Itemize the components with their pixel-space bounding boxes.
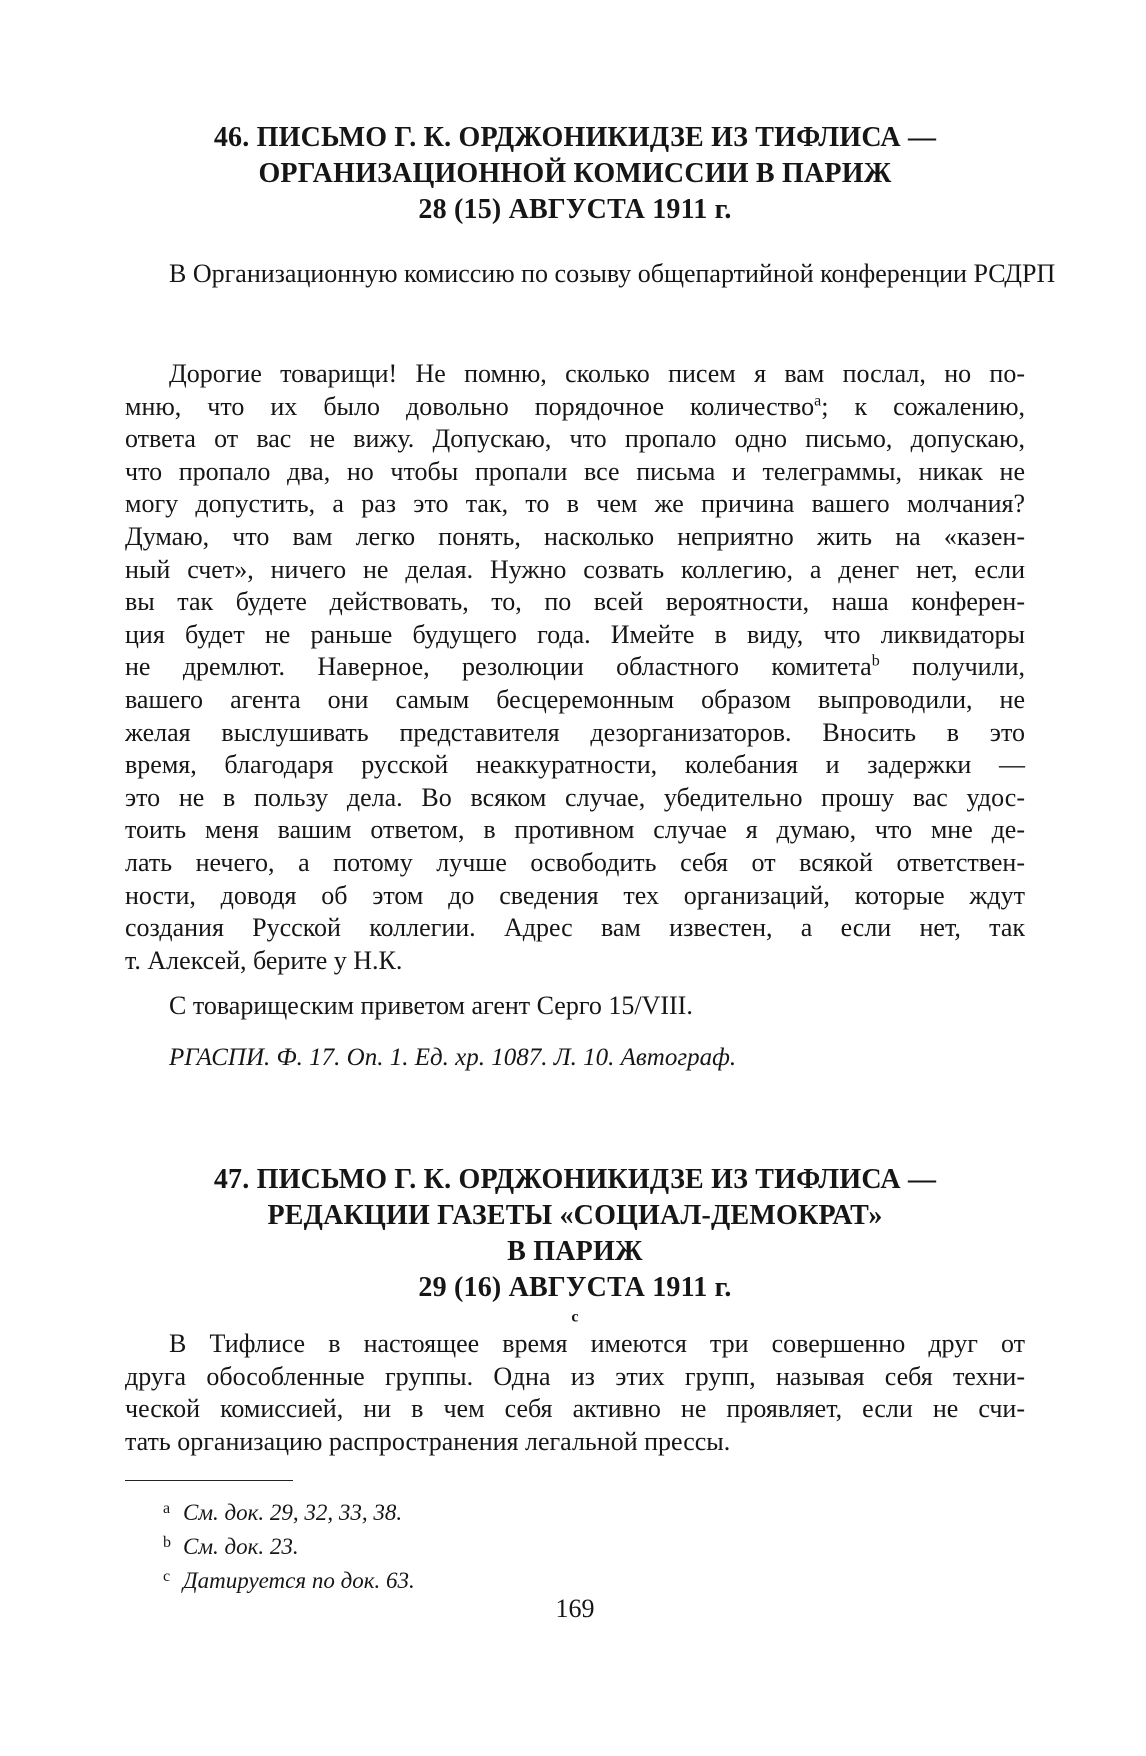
signature-line: С товарищеским приветом агент Серго 15/VIII. xyxy=(169,991,693,1020)
footnote-ref-a: a xyxy=(814,391,822,409)
heading-line: В ПАРИЖ xyxy=(507,1236,643,1267)
footnote-text: См. док. 23. xyxy=(183,1534,299,1559)
footnote-item xyxy=(163,1562,415,1596)
footnote-item xyxy=(163,1494,415,1528)
footnote-divider xyxy=(125,1480,293,1481)
document-page xyxy=(125,0,1056,1756)
footnote-mark: a xyxy=(163,1500,171,1517)
heading-line: 28 (15) АВГУСТА 1911 г. xyxy=(418,194,732,225)
heading-line: 47. ПИСЬМО Г. К. ОРДЖОНИКИДЗЕ ИЗ ТИФЛИСА — xyxy=(213,1164,937,1195)
document-47-heading xyxy=(125,1162,1025,1342)
footnote-ref-c: c xyxy=(571,1308,579,1326)
document-46-heading xyxy=(125,120,1025,228)
heading-line: 29 (16) АВГУСТА 1911 г. $^c$ xyxy=(418,1272,732,1326)
footnote-mark: b xyxy=(163,1534,171,1551)
page-number: 169 xyxy=(555,1594,595,1623)
text-line: не дремлют. Наверное, резолюции областного комитета$^b$ получили, xyxy=(125,652,1025,682)
text-line: мню, что их было довольно порядочное количество$^a$; к сожалению, xyxy=(125,391,1025,421)
text-line: вашего агента они самым бесцеремонным образом выпроводили, не xyxy=(125,684,1025,714)
text-line: время, благодаря русской неаккуратности, колебания и задержки — xyxy=(125,750,1025,780)
text-line: ция будет не раньше будущего года. Имейте в виду, что ликвидаторы xyxy=(125,619,1025,649)
footnotes-list xyxy=(163,1494,415,1596)
text-line: желая выслушивать представителя дезорганизаторов. Вносить в это xyxy=(125,717,1025,747)
letter-47-body xyxy=(125,1328,1025,1458)
addressee-line: В Организационную комиссию по созыву общепартийной конференции РСДРП xyxy=(169,259,1056,288)
text-line: что пропало два, но чтобы пропали все письма и телеграммы, никак не xyxy=(125,456,1025,486)
footnote-text: Датируется по док. 63. xyxy=(183,1568,415,1593)
text-line: это не в пользу дела. Во всяком случае, убедительно прошу вас удос- xyxy=(125,782,1025,812)
text-line: Думаю, что вам легко понять, насколько неприятно жить на «казен- xyxy=(125,521,1025,551)
text-line: ответа от вас не вижу. Допускаю, что пропало одно письмо, допускаю, xyxy=(125,424,1025,454)
text-line: ческой комиссией, ни в чем себя активно не проявляет, если не счи- xyxy=(125,1394,1025,1424)
letter-46-body xyxy=(125,358,1025,977)
text-line: тоить меня вашим ответом, в противном случае я думаю, что мне де- xyxy=(125,815,1025,845)
text-line: могу допустить, а раз это так, то в чем же причина вашего молчания? xyxy=(125,489,1025,519)
heading-line: ОРГАНИЗАЦИОННОЙ КОМИССИИ В ПАРИЖ xyxy=(258,158,892,189)
footnote-item xyxy=(163,1528,415,1562)
text-line: создания Русской коллегии. Адрес вам известен, а если нет, так xyxy=(125,913,1025,943)
text-line: друга обособленные группы. Одна из этих групп, называя себя техни- xyxy=(125,1361,1025,1391)
text-line: ный счет», ничего не делая. Нужно созвать коллегию, а денег нет, если xyxy=(125,554,1025,584)
footnote-text: См. док. 29, 32, 33, 38. xyxy=(183,1500,403,1525)
text-line: Дорогие товарищи! Не помню, сколько писем я вам послал, но по- xyxy=(169,359,1025,388)
heading-line: 46. ПИСЬМО Г. К. ОРДЖОНИКИДЗЕ ИЗ ТИФЛИСА — xyxy=(213,122,937,153)
text-line: В Тифлисе в настоящее время имеются три совершенно друг от xyxy=(169,1329,1025,1358)
text-line: т. Алексей, берите у Н.К. xyxy=(125,945,403,975)
footnote-ref-b: b xyxy=(871,652,880,670)
text-line: лать нечего, а потому лучше освободить себя от всякой ответствен- xyxy=(125,847,1025,877)
text-line: тать организацию распространения легальной прессы. xyxy=(125,1426,731,1456)
text-line: ности, доводя об этом до сведения тех организаций, которые ждут xyxy=(125,880,1025,910)
heading-line: РЕДАКЦИИ ГАЗЕТЫ «СОЦИАЛ-ДЕМОКРАТ» xyxy=(267,1200,883,1231)
text-line: вы так будете действовать, то, по всей вероятности, наша конферен- xyxy=(125,587,1025,617)
footnote-mark: c xyxy=(163,1568,171,1585)
archive-reference: РГАСПИ. Ф. 17. Оп. 1. Ед. хр. 1087. Л. 10. Автограф. xyxy=(169,1044,737,1071)
